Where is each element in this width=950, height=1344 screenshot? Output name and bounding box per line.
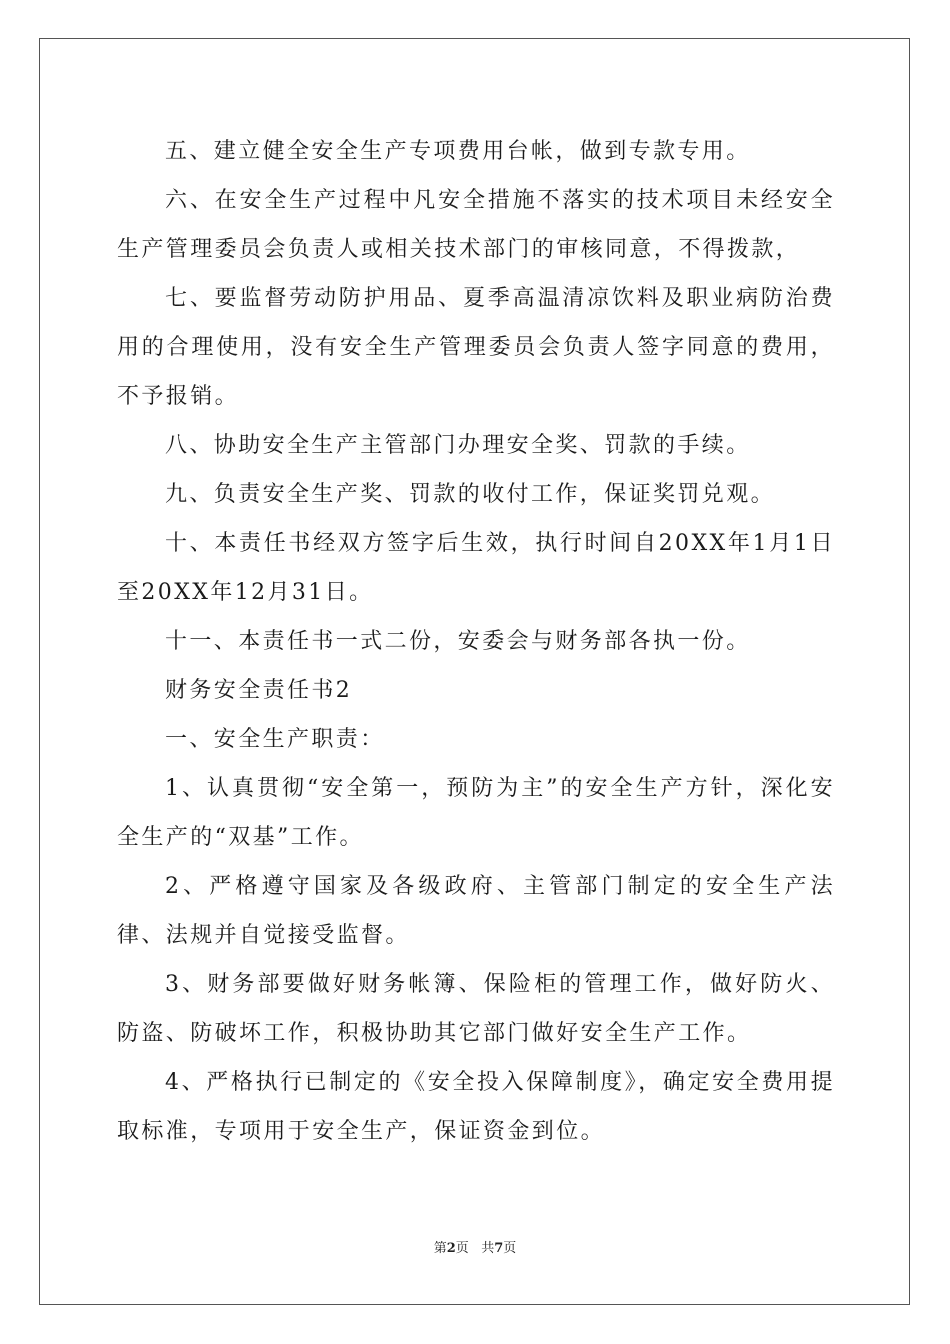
current-page-number: 2	[446, 1241, 456, 1256]
paragraph-5: 五、建立健全安全生产专项费用台帐，做到专款专用。	[165, 139, 751, 164]
footer-page-suffix: 页	[455, 1241, 469, 1256]
total-page-count: 7	[494, 1241, 504, 1256]
paragraph-7: 七、要监督劳动防护用品、夏季高温清凉饮料及职业病防治费用的合理使用，没有安全生产管理委员会负责人签字同意的费用，不予报销。	[117, 286, 835, 409]
footer-total-prefix: 共	[481, 1241, 495, 1256]
section-heading: 财务安全责任书2	[165, 678, 353, 703]
duty-item-4: 4、严格执行已制定的《安全投入保障制度》，确定安全费用提取标准，专项用于安全生产，保证资金到位。	[117, 1070, 835, 1144]
subsection-heading: 一、安全生产职责：	[165, 727, 385, 752]
footer-prefix: 第	[433, 1241, 447, 1256]
paragraph-8: 八、协助安全生产主管部门办理安全奖、罚款的手续。	[165, 433, 751, 458]
page-footer	[0, 1241, 950, 1257]
footer-total-suffix: 页	[503, 1241, 517, 1256]
paragraph-9: 九、负责安全生产奖、罚款的收付工作，保证奖罚兑观。	[165, 482, 776, 507]
duty-item-2: 2、严格遵守国家及各级政府、主管部门制定的安全生产法律、法规并自觉接受监督。	[117, 874, 835, 948]
duty-item-1: 1、认真贯彻“安全第一，预防为主”的安全生产方针，深化安全生产的“双基”工作。	[117, 776, 835, 850]
paragraph-6: 六、在安全生产过程中凡安全措施不落实的技术项目未经安全生产管理委员会负责人或相关技术部门的审核同意，不得拨款，	[117, 188, 835, 262]
paragraph-11: 十一、本责任书一式二份，安委会与财务部各执一份。	[165, 629, 751, 654]
paragraph-10: 十、本责任书经双方签字后生效，执行时间自20XX年1月1日至20XX年12月31日。	[117, 531, 835, 605]
document-body	[117, 127, 835, 1156]
duty-item-3: 3、财务部要做好财务帐簿、保险柜的管理工作，做好防火、防盗、防破坏工作，积极协助其它部门做好安全生产工作。	[117, 972, 835, 1046]
